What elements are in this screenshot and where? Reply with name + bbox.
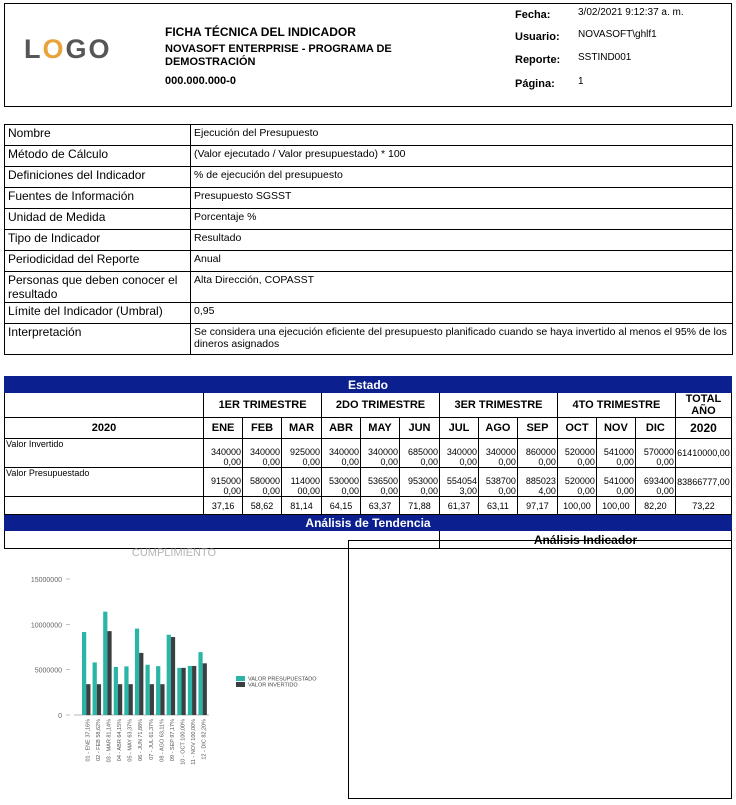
x-category-label: 12 - DIC 82,20% [201,719,208,760]
info-label: Tipo de Indicador [5,230,191,251]
bar-invertido [171,637,175,715]
bar-presupuestado [198,652,202,715]
total-year: 2020 [675,418,731,439]
month-header: SEP [517,418,557,439]
value-cell [635,468,675,497]
value-line1: 340000 [328,447,360,457]
legend-swatch [236,676,245,681]
value-cell [557,468,596,497]
value-line1: 340000 [249,447,281,457]
usuario-value: NOVASOFT\ghlf1 [578,29,657,40]
cumplimiento-chart [4,542,348,799]
value-line2: 0,00 [341,486,360,496]
value-line2: 0,00 [656,486,674,496]
value-cell [204,439,243,468]
indicator-info-table [4,124,733,355]
legend-label: VALOR PRESUPUESTADO [248,676,317,683]
month-header: MAR [282,418,322,439]
value-line2: 0,00 [420,486,438,496]
info-label: Interpretación [5,324,191,355]
bar-invertido [129,684,133,715]
value-cell [322,468,361,497]
bar-invertido [97,684,101,715]
value-line1: 860000 [525,447,556,457]
quarter-header: 2DO TRIMESTRE [322,393,440,418]
y-tick-label: 15000000 [30,577,62,584]
value-line1: 953000 [407,476,438,486]
value-line1: 554054 [446,476,477,486]
value-line2: 0,00 [616,457,634,467]
total-header: TOTAL AÑO [675,393,731,418]
value-line1: 693400 [643,476,674,486]
value-cell [243,439,282,468]
reporte-value: SSTIND001 [578,52,632,63]
bar-invertido [192,666,196,715]
value-cell [440,468,479,497]
x-category-label: 09 - SEP 97,17% [169,719,176,762]
bar-invertido [86,684,90,715]
pagina-label: Página: [515,78,555,90]
value-line2: 0,00 [656,457,674,467]
month-header: DIC [635,418,675,439]
value-line2: 0,00 [262,457,281,467]
value-line2: 0,00 [538,457,556,467]
value-line1: 885023 [525,476,556,486]
analisis-indicador-panel [348,540,732,799]
info-value: % de ejecución del presupuesto [191,167,733,188]
value-cell [635,439,675,468]
info-label: Unidad de Medida [5,209,191,230]
chart-title: CUMPLIMIENTO [131,547,217,559]
value-line1: 541000 [603,447,634,457]
info-value: Alta Dirección, COPASST [191,272,733,303]
value-line2: 00,00 [297,486,321,496]
bar-presupuestado [156,666,160,715]
value-line2: 0,00 [262,486,281,496]
month-header: MAY [361,418,400,439]
value-line1: 340000 [446,447,477,457]
value-line2: 0,00 [380,486,398,496]
value-cell [361,468,400,497]
usuario-label: Usuario: [515,31,560,43]
info-label: Periodicidad del Reporte [5,251,191,272]
month-header: FEB [243,418,282,439]
info-value: Presupuesto SGSST [191,188,733,209]
analisis-indicador-title: Análisis Indicador [440,531,732,549]
row-total: 83866777,00 [675,468,731,497]
value-line2: 0,00 [616,486,634,496]
y-tick-label: 10000000 [30,622,62,630]
company-nit: 000.000.000-0 [165,75,236,87]
month-header: AGO [478,418,517,439]
value-line2: 0,00 [498,457,516,467]
x-category-label: 04 - ABR 64,15% [117,719,124,762]
value-line2: 0,00 [341,457,360,467]
company-logo: LOGO [24,34,112,64]
info-label: Personas que deben conocer el resultado [5,272,191,303]
estado-table [4,376,732,549]
value-line1: 340000 [211,447,242,457]
value-line2: 0,00 [420,457,438,467]
x-category-label: 02 - FEB 58,62% [95,719,102,761]
bar-presupuestado [188,666,192,715]
value-cell [243,468,282,497]
bar-invertido [150,684,154,715]
info-label: Fuentes de Información [5,188,191,209]
bar-invertido [118,684,122,715]
value-cell [596,468,635,497]
bar-presupuestado [124,666,128,715]
bar-presupuestado [167,635,171,715]
info-label: Nombre [5,125,191,146]
value-line1: 520000 [564,476,595,486]
pagina-value: 1 [578,76,584,87]
value-line1: 580000 [249,476,281,486]
value-line1: 340000 [485,447,516,457]
info-value: Se considera una ejecución eficiente del presupuesto planificado cuando se haya invertido al menos el 95% de los dineros asignados [191,324,733,355]
quarter-header: 3ER TRIMESTRE [440,393,558,418]
empty-cell [5,393,204,418]
x-category-label: 08 - AGO 63,11% [159,719,166,762]
bar-presupuestado [177,668,181,715]
row-label-invertido: Valor Invertido [5,439,204,468]
info-value: Anual [191,251,733,272]
percent-cell: 63,11 [478,497,517,515]
value-line1: 541000 [603,476,634,486]
empty-cell [5,497,204,515]
value-line1: 685000 [407,447,438,457]
info-label: Definiciones del Indicador [5,167,191,188]
value-line2: 3,00 [459,486,477,496]
estado-title: Estado [5,377,732,393]
value-cell [478,468,517,497]
bar-presupuestado [135,629,139,715]
info-label: Método de Cálculo [5,146,191,167]
value-cell [204,468,243,497]
value-line1: 915000 [211,476,242,486]
year-label: 2020 [5,418,204,439]
value-line2: 0,00 [498,486,516,496]
x-category-label: 01 - ENE 37,16% [85,719,92,762]
percent-cell: 100,00 [596,497,635,515]
month-header: OCT [557,418,596,439]
x-category-label: 06 - JUN 71,88% [138,719,145,761]
value-line1: 538700 [485,476,516,486]
value-line2: 0,00 [380,457,398,467]
value-cell [322,439,361,468]
bar-invertido [107,631,111,715]
reporte-label: Reporte: [515,54,561,66]
value-cell [596,439,635,468]
value-line2: 0,00 [223,457,242,467]
value-line2: 0,00 [223,486,242,496]
info-value: 0,95 [191,303,733,324]
value-line2: 0,00 [577,486,595,496]
percent-cell: 82,20 [635,497,675,515]
row-total: 61410000,00 [675,439,731,468]
value-cell [517,468,557,497]
legend-swatch [236,682,245,687]
info-value: Porcentaje % [191,209,733,230]
value-cell [440,439,479,468]
x-category-label: 10 - OCT 100,00% [180,719,187,765]
bar-invertido [203,663,207,715]
value-line2: 4,00 [538,486,556,496]
percent-cell: 64,15 [322,497,361,515]
chart-panel [4,542,348,799]
percent-cell: 37,16 [204,497,243,515]
info-value: Resultado [191,230,733,251]
value-cell [557,439,596,468]
x-category-label: 07 - JUL 61,37% [148,719,155,760]
company-name-line1: NOVASOFT ENTERPRISE - PROGRAMA DE [165,43,392,55]
value-cell [282,439,322,468]
value-cell [517,439,557,468]
value-line2: 0,00 [302,457,321,467]
month-header: JUN [399,418,439,439]
analisis-tendencia-title: Análisis de Tendencia [5,515,732,531]
percent-cell: 97,17 [517,497,557,515]
bar-presupuestado [114,667,118,715]
x-category-label: 03 - MAR 81,14% [106,719,113,763]
percent-cell: 58,62 [243,497,282,515]
x-category-label: 05 - MAY 63,37% [127,719,134,762]
value-cell [361,439,400,468]
value-cell [399,468,439,497]
value-line2: 0,00 [577,457,595,467]
value-line1: 536500 [367,476,398,486]
row-label-presupuestado: Valor Presupuestado [5,468,204,497]
value-cell [478,439,517,468]
value-line1: 925000 [290,447,321,457]
value-cell [282,468,322,497]
percent-cell: 61,37 [440,497,479,515]
value-line1: 520000 [564,447,595,457]
info-label: Límite del Indicador (Umbral) [5,303,191,324]
report-title: FICHA TÉCNICA DEL INDICADOR [165,25,356,39]
fecha-label: Fecha: [515,9,551,21]
bar-presupuestado [146,665,150,715]
month-header: JUL [440,418,479,439]
percent-cell: 71,88 [399,497,439,515]
month-header: NOV [596,418,635,439]
value-line1: 114000 [290,476,321,486]
info-value: Ejecución del Presupuesto [191,125,733,146]
value-line1: 570000 [643,447,674,457]
bar-presupuestado [93,662,97,715]
quarter-header: 1ER TRIMESTRE [204,393,322,418]
value-line1: 530000 [328,476,360,486]
value-line1: 340000 [367,447,398,457]
legend-label: VALOR INVERTIDO [248,682,298,689]
bar-invertido [160,684,164,715]
fecha-value: 3/02/2021 9:12:37 a. m. [578,7,684,18]
month-header: ENE [204,418,243,439]
bar-presupuestado [82,632,86,715]
percent-cell: 100,00 [557,497,596,515]
x-category-label: 11 - NOV 100,00% [191,719,198,765]
value-cell [399,439,439,468]
y-tick-label: 0 [58,713,62,720]
y-tick-label: 5000000 [34,667,62,675]
bar-invertido [139,653,143,715]
bar-invertido [181,668,185,715]
quarter-header: 4TO TRIMESTRE [557,393,675,418]
bar-presupuestado [103,612,107,715]
percent-cell: 63,37 [361,497,400,515]
month-header: ABR [322,418,361,439]
percent-cell: 81,14 [282,497,322,515]
company-name-line2: DEMOSTRACIÓN [165,56,256,68]
info-value: (Valor ejecutado / Valor presupuestado) * 100 [191,146,733,167]
percent-total: 73,22 [675,497,731,515]
value-line2: 0,00 [459,457,477,467]
